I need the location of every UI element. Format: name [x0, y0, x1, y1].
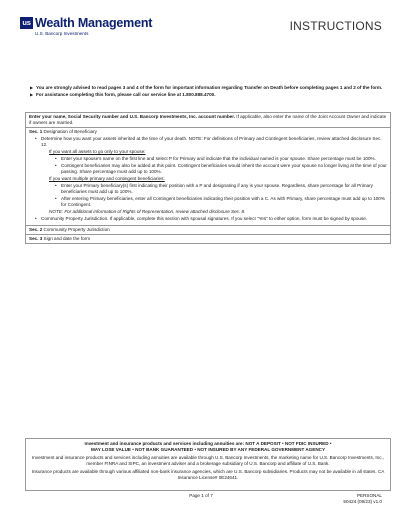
section-3-row: [26, 235, 390, 243]
logo-name: Wealth Management: [35, 16, 153, 30]
form-info: [343, 493, 382, 505]
top-notices: [30, 85, 385, 99]
bullet-icon: •: [55, 196, 57, 201]
list-item: [55, 156, 387, 162]
list-item: [55, 163, 387, 175]
bullet-icon: •: [55, 156, 57, 161]
list-item-text: Enter your spouse's name on the first line and select P for Primary and indicate that the individual named is your spouse. Share percentage must be 100%.: [61, 156, 376, 161]
disclosure-line-2: MAY LOSE VALUE • NOT BANK GUARANTEED • NOT INSURED BY ANY FEDERAL GOVERNMENT AGENCY: [90, 447, 326, 452]
multiple-beneficiaries-heading: If you want multiple primary and contingent beneficiaries:: [49, 176, 165, 181]
document-title: INSTRUCTIONS: [289, 19, 382, 33]
triangle-bullet-icon: ▶: [30, 92, 34, 97]
notice-item: [30, 92, 385, 98]
disclosure-line-1: Investment and insurance products and services including annuities are: NOT A DEPOSIT • NOT FDIC INSURED •: [84, 441, 332, 446]
list-item-text: After entering Primary beneficiaries, enter all Contingent beneficiaries indicating their position with a C. As with Primary, share percentage must add up to 100% for Contingent.: [61, 196, 385, 207]
spouse-only-heading: If you want all assets to go only to your spouse:: [49, 149, 146, 154]
section-2-name: Community Property Jurisdiction: [42, 227, 110, 232]
disclosure-paragraph: Investment and insurance products and services including annuities are available through U.S. Bancorp Investments, the marketing name for U.S. Bancorp Investments, Inc., member FINRA and SIPC, an investment adviser and a brokerage subsidiary of U.S. Bancorp and affiliate of U.S. Bank.: [31, 455, 385, 466]
list-item-text: Contingent beneficiaries may also be added at this point. Contingent beneficiaries would inherit the account were your spouse no longer living at the time of your passing. Share percentage must add up to 100%.: [61, 163, 387, 174]
list-item-text: Enter your Primary beneficiary(s) first indicating their position with a P and designating if any is your spouse. Regardless, share percentage for all Primary beneficiaries must add up to 100%.: [61, 183, 373, 194]
list-item: [35, 136, 387, 148]
form-code: 50424 (09/23) v1.0: [343, 499, 382, 504]
intro-normal: If applicable, also enter the name of the Joint Account Owner and indicate if owners are married.: [29, 114, 387, 125]
representation-note: NOTE: For additional information of Rights of Representation, review attached disclosure Sec. 8.: [49, 209, 246, 214]
notice-item: [30, 85, 385, 91]
list-item-text: Determine how you want your assets inherited at the time of your death. NOTE: For definitions of Primary and Contingent beneficiaries, review attached disclosure Sec. 12.: [41, 136, 382, 147]
instructions-box: [25, 112, 391, 244]
list-item: [35, 216, 387, 222]
intro-row: [26, 113, 390, 128]
section-1-label: Sec. 1: [29, 129, 43, 134]
section-1-name: Designation of Beneficiary: [42, 129, 97, 134]
disclosure-box: [25, 438, 391, 491]
bullet-icon: •: [35, 216, 37, 221]
page-number: Page 1 of 7: [189, 493, 213, 498]
notice-text: For assistance completing this form, please call our service line at 1.800.888.4700.: [36, 92, 216, 97]
triangle-bullet-icon: ▶: [30, 85, 34, 90]
page-header: [20, 17, 382, 53]
section-3-label: Sec. 3: [29, 236, 43, 241]
intro-bold: Enter your name, Social Security number and U.S. Bancorp Investments, Inc. account number.: [29, 114, 236, 119]
section-2-row: [26, 226, 390, 235]
section-3-name: Sign and date the form: [42, 236, 91, 241]
list-item: [55, 183, 387, 195]
company-logo: [20, 17, 152, 29]
section-2-label: Sec. 2: [29, 227, 43, 232]
logo-mark: us: [20, 17, 33, 29]
list-item-text: Community Property Jurisdiction. If applicable, complete this section with spousal signatures. If you select "Yes" to either option, form must be signed by spouse.: [41, 216, 368, 221]
bullet-icon: •: [55, 183, 57, 188]
notice-text: You are strongly advised to read pages 3 and 4 of the form for important information regarding Transfer on Death before completing pages 1 and 2 of the form.: [36, 85, 383, 90]
list-item: [55, 196, 387, 208]
logo-subtitle: U.S. Bancorp Investments: [35, 31, 89, 36]
bullet-icon: •: [55, 163, 57, 168]
section-1-title: [29, 129, 387, 135]
disclosure-paragraph: Insurance products are available through various affiliated non-bank insurance agencies, which are U.S. Bancorp subsidiaries. Products may not be available in all states. CA Insurance License# 0E24641.: [31, 469, 385, 480]
form-category: PERSONAL: [356, 493, 382, 498]
bullet-icon: •: [35, 136, 37, 141]
section-1-row: [26, 128, 390, 226]
